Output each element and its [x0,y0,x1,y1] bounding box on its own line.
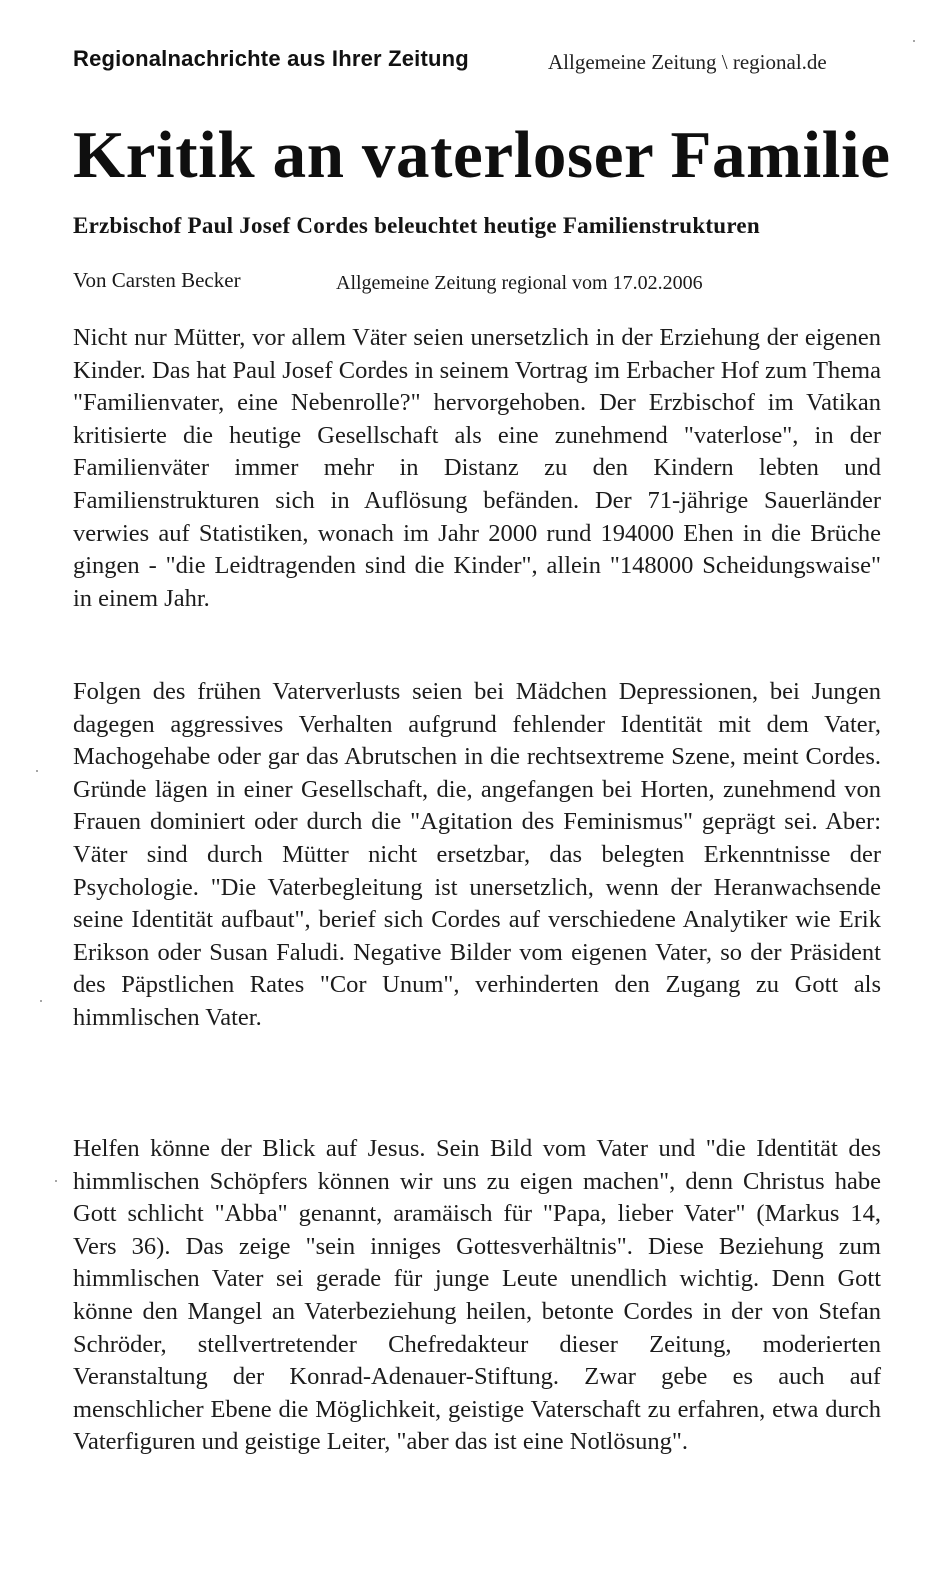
publication-label: Allgemeine Zeitung \ regional.de [548,50,827,74]
article-subtitle: Erzbischof Paul Josef Cordes beleuchtet heutige Familienstrukturen [73,213,760,238]
scan-speck [55,1180,57,1182]
article-author: Von Carsten Becker [73,268,241,292]
article-source-date: Allgemeine Zeitung regional vom 17.02.2006 [336,272,703,294]
article-title: Kritik an vaterloser Familie [73,118,891,192]
section-label: Regionalnachrichte aus Ihrer Zeitung [73,46,469,71]
scan-speck [36,770,38,772]
article-paragraph-3: Helfen könne der Blick auf Jesus. Sein Bild vom Vater und "die Identität des himmlischen Schöpfers können wir uns zu eigen machen", denn Christus habe Gott schlicht "Abba" genannt, aramäisch für "Papa, lieber Vater" (Markus 14, Vers 36). Das zeige "sein inniges Gottesverhältnis". Diese Beziehung zum himmlischen Vater sei gerade für junge Leute unendlich wichtig. Denn Gott könne den Mangel an Vaterbeziehung heilen, betonte Cordes in der von Stefan Schröder, stellvertretender Chefredakteur dieser Zeitung, moderierten Veranstaltung der Konrad-Adenauer-Stiftung. Zwar gebe es auch auf menschlicher Ebene die Möglichkeit, geistige Vaterschaft zu erfahren, etwa durch Vaterfiguren und geistige Leiter, "aber das ist eine Notlösung". [73,1135,881,1456]
masthead [73,46,873,76]
article-paragraph-1: Nicht nur Mütter, vor allem Väter seien unersetzlich in der Erziehung der eigenen Kinder. Das hat Paul Josef Cordes in seinem Vortrag im Erbacher Hof zum Thema "Familienvater, eine Nebenrolle?" hervorgehoben. Der Erzbischof im Vatikan kritisierte die heutige Gesellschaft als eine zunehmend "vaterlose", in der Familienväter immer mehr in Distanz zu den Kindern lebten und Familienstrukturen sich in Auflösung befänden. Der 71-jährige Sauerländer verwies auf Statistiken, wonach im Jahr 2000 rund 194000 Ehen in die Brüche gingen - "die Leidtragenden sind die Kinder", allein "148000 Scheidungswaise" in einem Jahr. [73,324,881,612]
scan-speck [913,40,915,42]
article-paragraph-2: Folgen des frühen Vaterverlusts seien bei Mädchen Depressionen, bei Jungen dagegen aggressives Verhalten aufgrund fehlender Identität mit dem Vater, Machogehabe oder gar das Abrutschen in die rechtsextreme Szene, meint Cordes. Gründe lägen in einer Gesellschaft, die, angefangen bei Horten, zunehmend von Frauen dominiert oder durch die "Agitation des Feminismus" geprägt sei. Aber: Väter sind durch Mütter nicht ersetzbar, das belegten Erkenntnisse der Psychologie. "Die Vaterbegleitung ist unersetzlich, wenn der Heranwachsende seine Identität aufbaut", berief sich Cordes auf verschiedene Analytiker wie Erik Erikson oder Susan Faludi. Negative Bilder vom eigenen Vater, so der Präsident des Päpstlichen Rates "Cor Unum", verhinderten den Zugang zu Gott als himmlischen Vater. [73,678,881,1031]
scan-speck [40,1000,42,1002]
